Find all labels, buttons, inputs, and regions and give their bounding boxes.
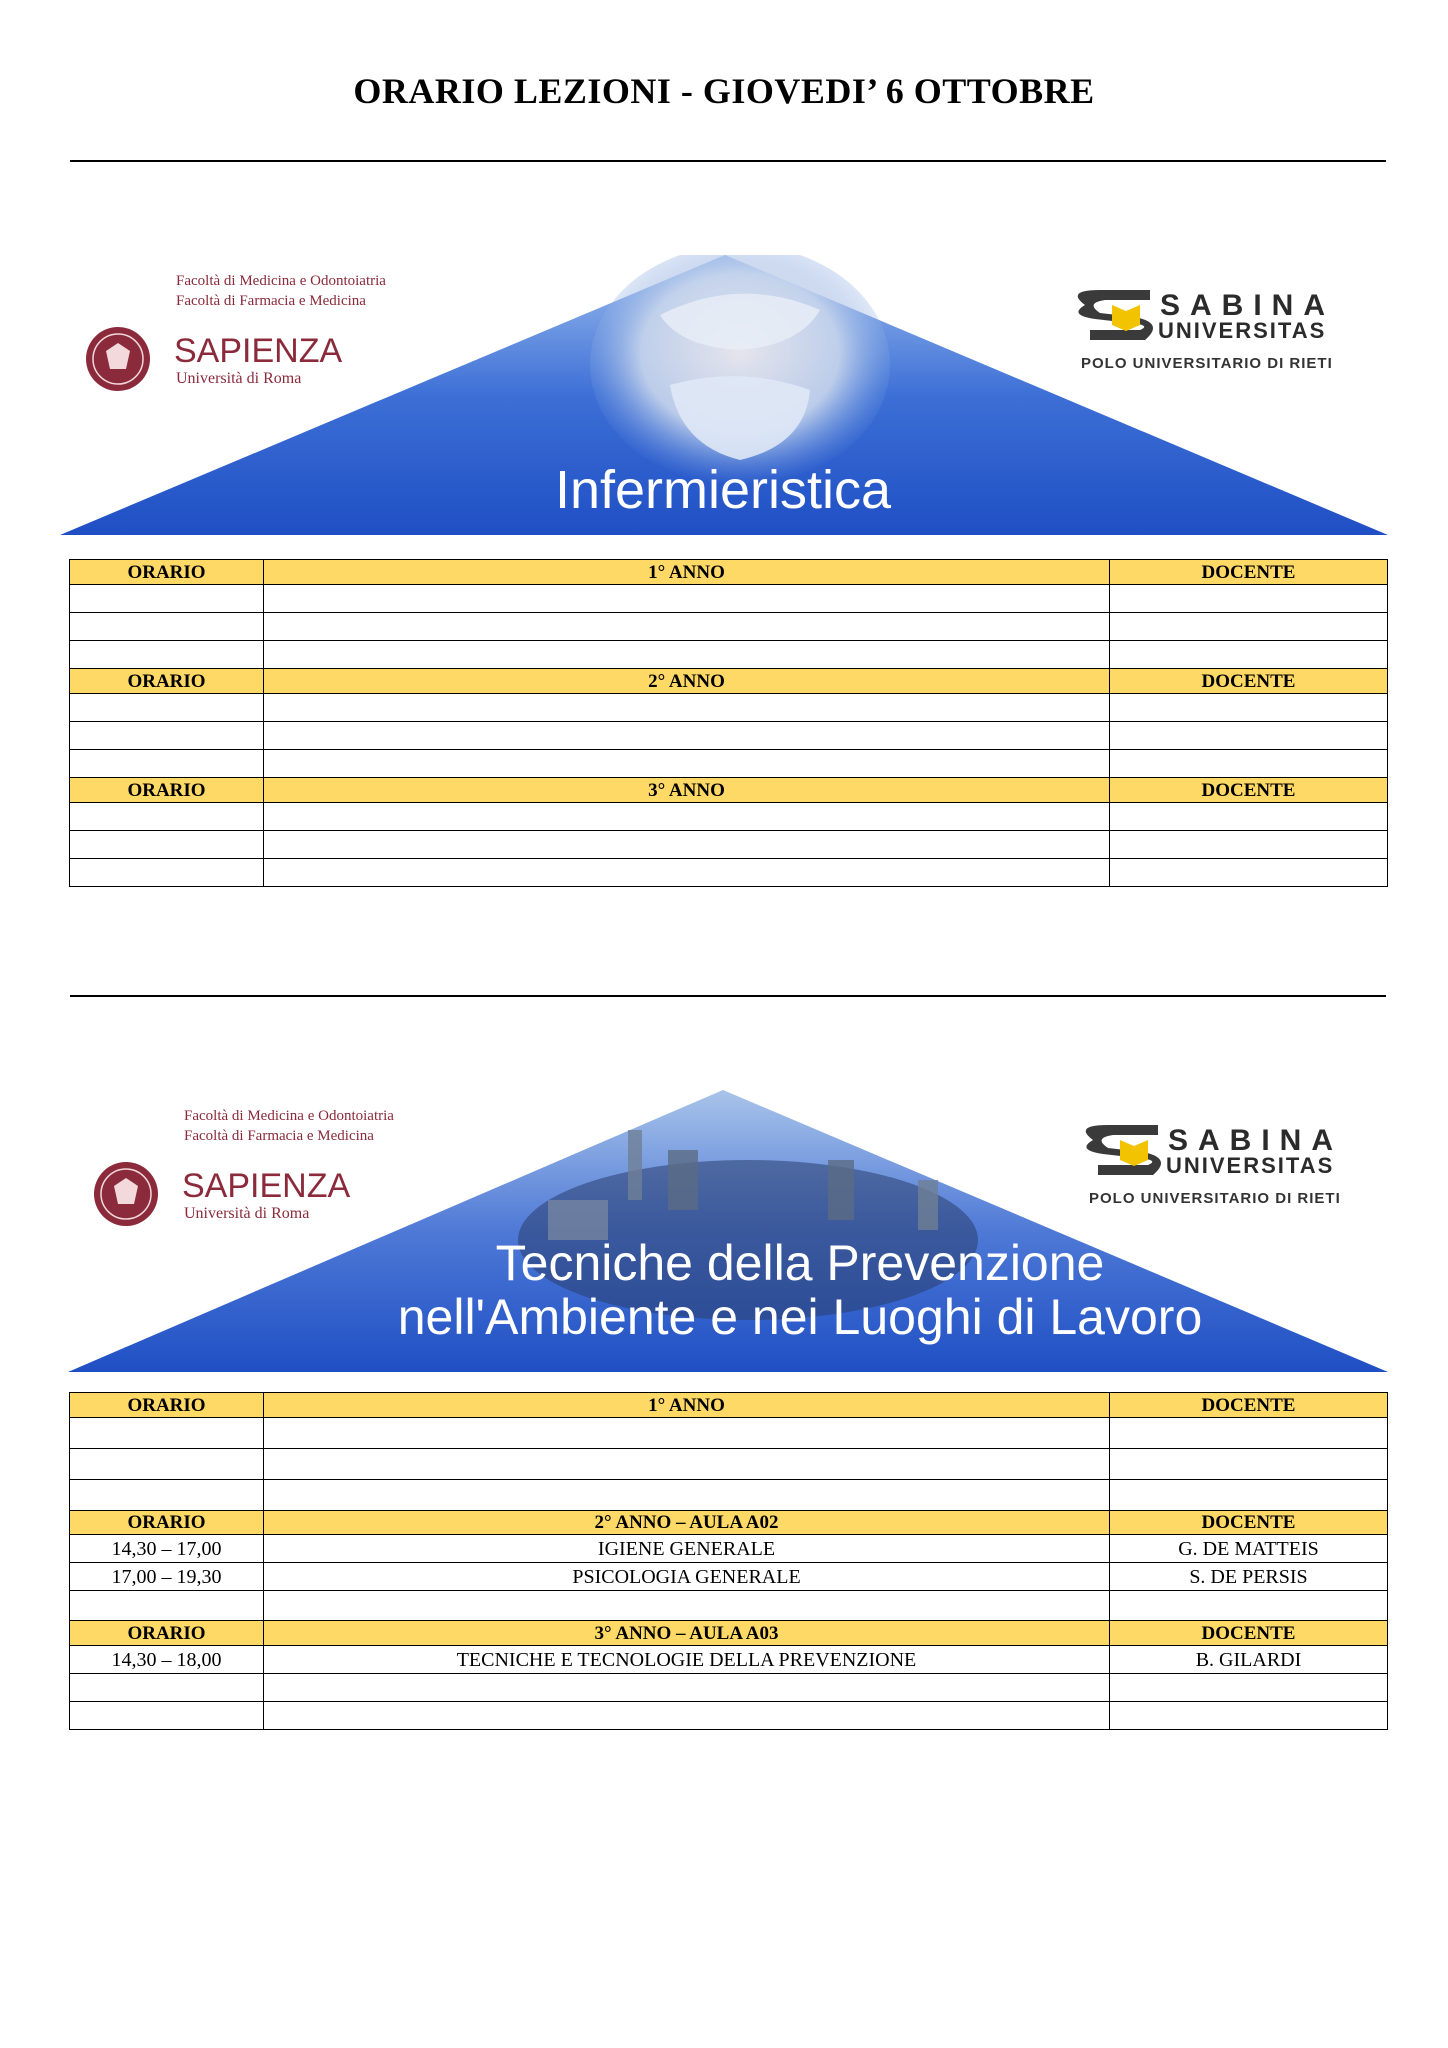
cell-docente: G. DE MATTEIS — [1110, 1535, 1388, 1563]
divider — [70, 995, 1386, 997]
header-year: 2° ANNO – AULA A02 — [264, 1511, 1110, 1535]
sapienza-seal-icon — [94, 1162, 158, 1226]
sabina-text: SABINA — [1168, 1124, 1344, 1157]
cell-subject: TECNICHE E TECNOLOGIE DELLA PREVENZIONE — [264, 1646, 1110, 1674]
header-docente: DOCENTE — [1110, 669, 1388, 694]
table-row — [70, 1591, 1388, 1621]
cell-docente: S. DE PERSIS — [1110, 1563, 1388, 1591]
cell-subject: IGIENE GENERALE — [264, 1535, 1110, 1563]
header-year: 1° ANNO — [264, 560, 1110, 585]
table-header-row — [70, 1393, 1388, 1418]
page-title: ORARIO LEZIONI - GIOVEDI’ 6 OTTOBRE — [353, 71, 1095, 111]
table-row — [70, 641, 1388, 669]
header-orario: ORARIO — [70, 1393, 264, 1418]
course-title-line-2: nell'Ambiente e nei Luoghi di Lavoro — [397, 1289, 1203, 1345]
table-row — [70, 613, 1388, 641]
header-orario: ORARIO — [70, 1511, 264, 1535]
sapienza-sub-text: Università di Roma — [184, 1205, 310, 1222]
table-row — [70, 831, 1388, 859]
header-docente: DOCENTE — [1110, 560, 1388, 585]
table-row — [70, 585, 1388, 613]
faculty-line-1: Facoltà di Medicina e Odontoiatria — [184, 1108, 394, 1124]
header-year: 3° ANNO – AULA A03 — [264, 1621, 1110, 1646]
table-row — [70, 1449, 1388, 1480]
header-orario: ORARIO — [70, 778, 264, 803]
universitas-text: UNIVERSITAS — [1166, 1153, 1335, 1178]
polo-text: POLO UNIVERSITARIO DI RIETI — [1089, 1190, 1341, 1207]
cell-docente: B. GILARDI — [1110, 1646, 1388, 1674]
table-header-row — [70, 669, 1388, 694]
divider — [70, 160, 1386, 162]
sapienza-text: SAPIENZA — [174, 332, 343, 370]
table-row — [70, 1646, 1388, 1674]
table-row — [70, 1674, 1388, 1702]
banner-tecniche-prevenzione — [68, 1090, 1388, 1372]
polo-text: POLO UNIVERSITARIO DI RIETI — [1081, 355, 1333, 372]
faculty-line-2: Facoltà di Farmacia e Medicina — [184, 1128, 374, 1144]
table-row — [70, 859, 1388, 887]
header-docente: DOCENTE — [1110, 1393, 1388, 1418]
table-row — [70, 803, 1388, 831]
header-docente: DOCENTE — [1110, 1621, 1388, 1646]
cell-orario: 17,00 – 19,30 — [70, 1563, 264, 1591]
cell-orario: 14,30 – 17,00 — [70, 1535, 264, 1563]
table-row — [70, 1563, 1388, 1591]
table-row — [70, 750, 1388, 778]
header-docente: DOCENTE — [1110, 778, 1388, 803]
schedule-table-infermieristica — [69, 559, 1388, 887]
banner-infermieristica — [60, 255, 1388, 535]
table-row — [70, 694, 1388, 722]
table-row — [70, 1480, 1388, 1511]
header-orario: ORARIO — [70, 1621, 264, 1646]
table-row — [70, 1418, 1388, 1449]
sapienza-sub-text: Università di Roma — [176, 370, 302, 387]
header-orario: ORARIO — [70, 669, 264, 694]
sapienza-text: SAPIENZA — [182, 1167, 351, 1205]
table-row — [70, 1702, 1388, 1730]
header-year: 3° ANNO — [264, 778, 1110, 803]
sabina-text: SABINA — [1160, 289, 1336, 322]
table-header-row — [70, 560, 1388, 585]
sapienza-seal-icon — [86, 327, 150, 391]
table-row — [70, 1535, 1388, 1563]
faculty-line-2: Facoltà di Farmacia e Medicina — [176, 293, 366, 309]
faculty-line-1: Facoltà di Medicina e Odontoiatria — [176, 273, 386, 289]
header-orario: ORARIO — [70, 560, 264, 585]
header-docente: DOCENTE — [1110, 1511, 1388, 1535]
course-title-line-1: Tecniche della Prevenzione — [495, 1235, 1105, 1291]
table-header-row — [70, 1511, 1388, 1535]
course-title: Infermieristica — [554, 460, 892, 520]
table-header-row — [70, 778, 1388, 803]
header-year: 2° ANNO — [264, 669, 1110, 694]
header-year: 1° ANNO — [264, 1393, 1110, 1418]
table-row — [70, 722, 1388, 750]
sabina-book-logo-icon — [1086, 1125, 1161, 1175]
schedule-table-tecniche-prevenzione — [69, 1392, 1388, 1730]
universitas-text: UNIVERSITAS — [1158, 318, 1327, 343]
sabina-book-logo-icon — [1078, 290, 1153, 340]
cell-subject: PSICOLOGIA GENERALE — [264, 1563, 1110, 1591]
cell-orario: 14,30 – 18,00 — [70, 1646, 264, 1674]
table-header-row — [70, 1621, 1388, 1646]
